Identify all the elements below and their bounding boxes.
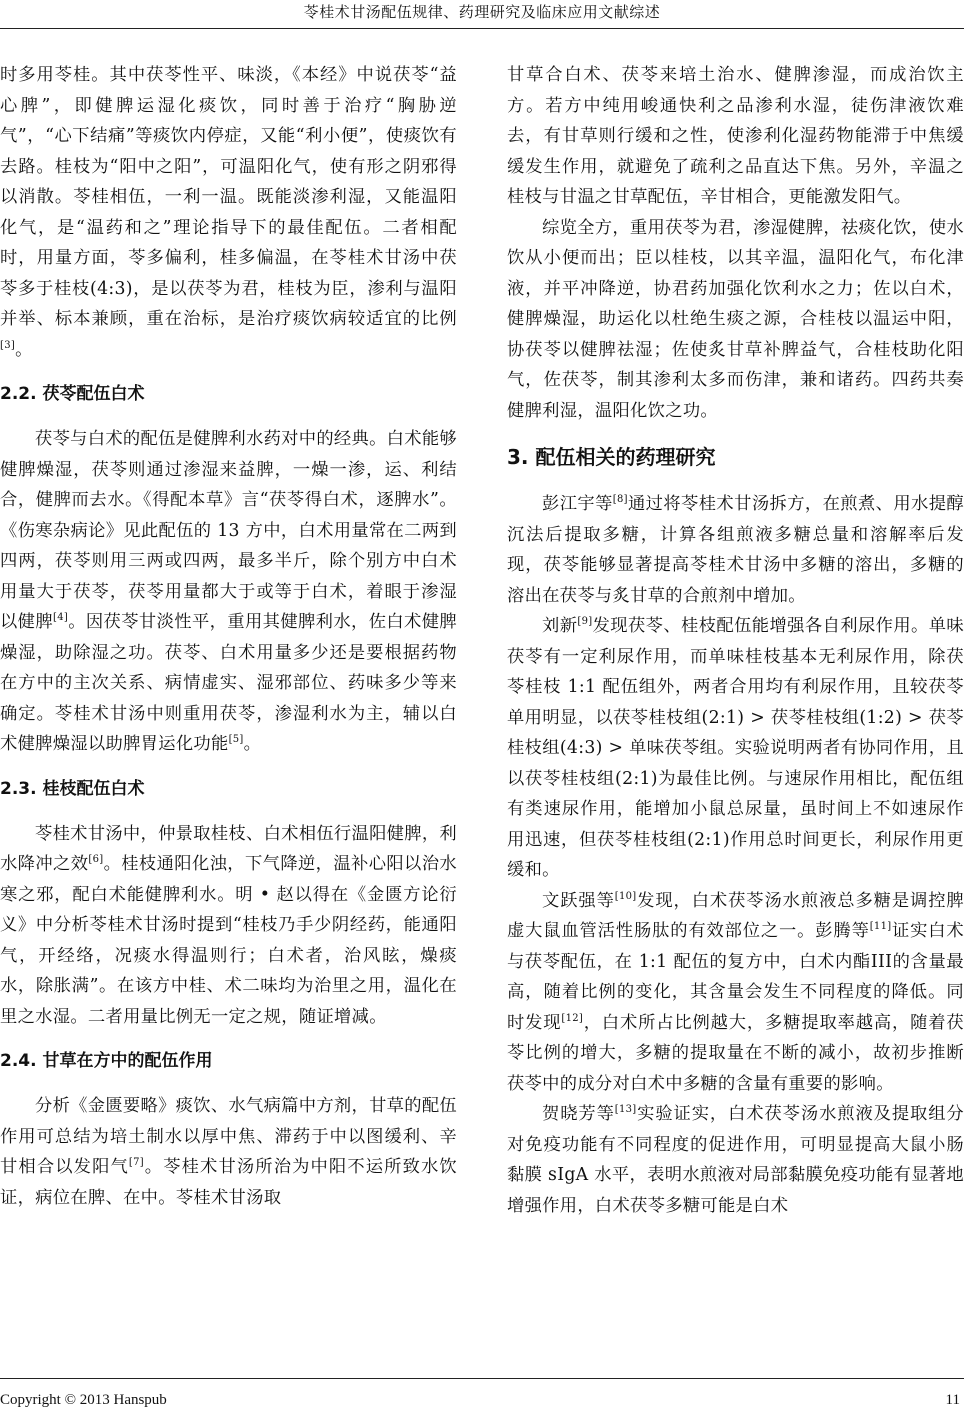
paragraph: 时多用苓桂。其中茯苓性平、味淡，《本经》中说茯苓“益心脾”，即健脾运湿化痰饮，同时善于治疗“胸胁逆气”，“心下结痛”等痰饮内停症，又能“利小便”，使痰饮有去路。桂枝为“阳中之阳”，可温阳化气，使有形之阴邪得以消散。苓桂相伍，一利一温。既能淡渗利湿，又能温阳化气，是“温药和之”理论指导下的最佳配伍。二者相配时，用量方面，苓多偏利，桂多偏温，在苓桂术甘汤中茯苓多于桂枝(4:3)，是以茯苓为君，桂枝为臣，渗利与温阳并举、标本兼顾，重在治标，是治疗痰饮病较适宜的比例[3]。 — [0, 65, 457, 360]
paragraph: 文跃强等[10]发现，白术茯苓汤水煎液总多糖是调控脾虚大鼠血管活性肠肽的有效部位之一。彭腾等[11]证实白术与茯苓配伍，在 1:1 配伍的复方中，白术内酯III的含量最高，随着比例的变化，其含量会发生不同程度的降低。同时发现[12]，白术所占比例越大，多糖提取率越高，随着茯苓比例的增大，多糖的提取量在不断的减小，故初步推断茯苓中的成分对白术中多糖的含量有重要的影响。 — [507, 890, 964, 1094]
citation: [12] — [561, 1012, 584, 1024]
paragraph: 苓桂术甘汤中，仲景取桂枝、白术相伍行温阳健脾，利水降冲之效[6]。桂枝通阳化浊，下气降逆，温补心阳以治水寒之邪，配白术能健脾利水。明 • 赵以得在《金匮方论衍义》中分析苓桂术甘汤时提到“桂枝乃手少阴经药，能通阳气，开经络，况痰水得温则行；白术者，治风眩，燥痰水，除胀满”。在该方中桂、术二味均为治里之用，温化在里之水湿。二者用量比例无一定之规，随证增减。 — [0, 823, 457, 1027]
citation: [13] — [614, 1104, 637, 1116]
citation: [6] — [88, 854, 104, 866]
citation: [9] — [577, 616, 593, 628]
section-heading-2-2: 2.2. 茯苓配伍白术 — [0, 384, 145, 404]
citation: [11] — [869, 921, 892, 933]
citation: [4] — [53, 612, 69, 624]
section-heading-2-3: 2.3. 桂枝配伍白术 — [0, 778, 145, 799]
citation: [7] — [128, 1157, 144, 1169]
right-column — [507, 60, 964, 1221]
citation: [8] — [612, 494, 628, 506]
paragraph: 贺晓芳等[13]实验证实，白术茯苓汤水煎液及提取组分对免疫功能有不同程度的促进作用，可明显提高大鼠小肠黏膜 sIgA 水平，表明水煎液对局部黏膜免疫功能有显著地增强作用，白术茯苓多糖可能是白术 — [507, 1104, 964, 1216]
header-rule — [0, 28, 964, 29]
running-header: 苓桂术甘汤配伍规律、药理研究及临床应用文献综述 — [303, 3, 661, 21]
paragraph: 分析《金匮要略》痰饮、水气病篇中方剂，甘草的配伍作用可总结为培土制水以厚中焦、滞药于中以图缓利、辛甘相合以发阳气[7]。苓桂术甘汤所治为中阳不运所致水饮证，病位在脾、在中。苓桂术甘汤取 — [0, 1096, 457, 1208]
paragraph: 综览全方，重用茯苓为君，渗湿健脾，祛痰化饮，使水饮从小便而出；臣以桂枝，以其辛温，温阳化气，布化津液，并平冲降逆，协君药加强化饮利水之力；佐以白术，健脾燥湿，助运化以杜绝生痰之源，合桂枝以温运中阳，协茯苓以健脾祛湿；佐使炙甘草补脾益气，合桂枝助化阳气，佐茯苓，制其渗利太多而伤津，兼和诸药。四药共奏健脾利湿，温阳化饮之功。 — [507, 217, 964, 421]
citation: [10] — [614, 890, 637, 902]
page-number: 11 — [945, 1392, 960, 1408]
citation: [5] — [228, 734, 244, 746]
paragraph: 彭江宇等[8]通过将苓桂术甘汤拆方，在煎煮、用水提醇沉法后提取多糖，计算各组煎液多糖总量和溶解率后发现，茯苓能够显著提高苓桂术甘汤中多糖的溶出，多糖的溶出在茯苓与炙甘草的合煎剂中增加。 — [507, 494, 964, 606]
footer-rule — [0, 1378, 964, 1379]
section-heading-2-4: 2.4. 甘草在方中的配伍作用 — [0, 1051, 213, 1071]
section-heading-3: 3. 配伍相关的药理研究 — [507, 445, 716, 469]
copyright-notice: Copyright © 2013 Hanspub — [0, 1392, 167, 1408]
paragraph: 甘草合白术、茯苓来培土治水、健脾渗湿，而成治饮主方。若方中纯用峻通快利之品渗利水湿，徒伤津液饮难去，有甘草则行缓和之性，使渗利化湿药物能滞于中焦缓缓发生作用，就避免了疏利之品直达下焦。另外，辛温之桂枝与甘温之甘草配伍，辛甘相合，更能激发阳气。 — [507, 65, 964, 207]
paragraph: 茯苓与白术的配伍是健脾利水药对中的经典。白术能够健脾燥湿，茯苓则通过渗湿来益脾，一燥一渗，运、利结合，健脾而去水。《得配本草》言“茯苓得白术，逐脾水”。《伤寒杂病论》见此配伍的 13 方中，白术用量常在二两到四两，茯苓则用三两或四两，最多半斤，除个别方中白术用量大于茯苓，茯苓用量都大于或等于白术，着眼于渗湿以健脾[4]。因茯苓甘淡性平，重用其健脾利水，佐白术健脾燥湿，助除湿之功。茯苓、白术用量多少还是要根据药物在方中的主次关系、病情虚实、湿邪部位、药味多少等来确定。苓桂术甘汤中则重用茯苓，渗湿利水为主，辅以白术健脾燥湿以助脾胃运化功能[5]。 — [0, 429, 457, 754]
citation: [3] — [0, 339, 16, 351]
paragraph: 刘新[9]发现茯苓、桂枝配伍能增强各自利尿作用。单味茯苓有一定利尿作用，而单味桂枝基本无利尿作用，除茯苓桂枝 1:1 配伍组外，两者合用均有利尿作用，且较茯苓单用明显，以茯苓桂枝组(2:1) > 茯苓桂枝组(1:2) > 茯苓桂枝组(4:3) > 单味茯苓组。实验说明两者有协同作用，且以茯苓桂枝组(2:1)为最佳比例。与速尿作用相比，配伍组有类速尿作用，能增加小鼠总尿量，虽时间上不如速尿作用迅速，但茯苓桂枝组(2:1)作用总时间更长，利尿作用更缓和。 — [507, 616, 964, 880]
left-column — [0, 60, 457, 1213]
